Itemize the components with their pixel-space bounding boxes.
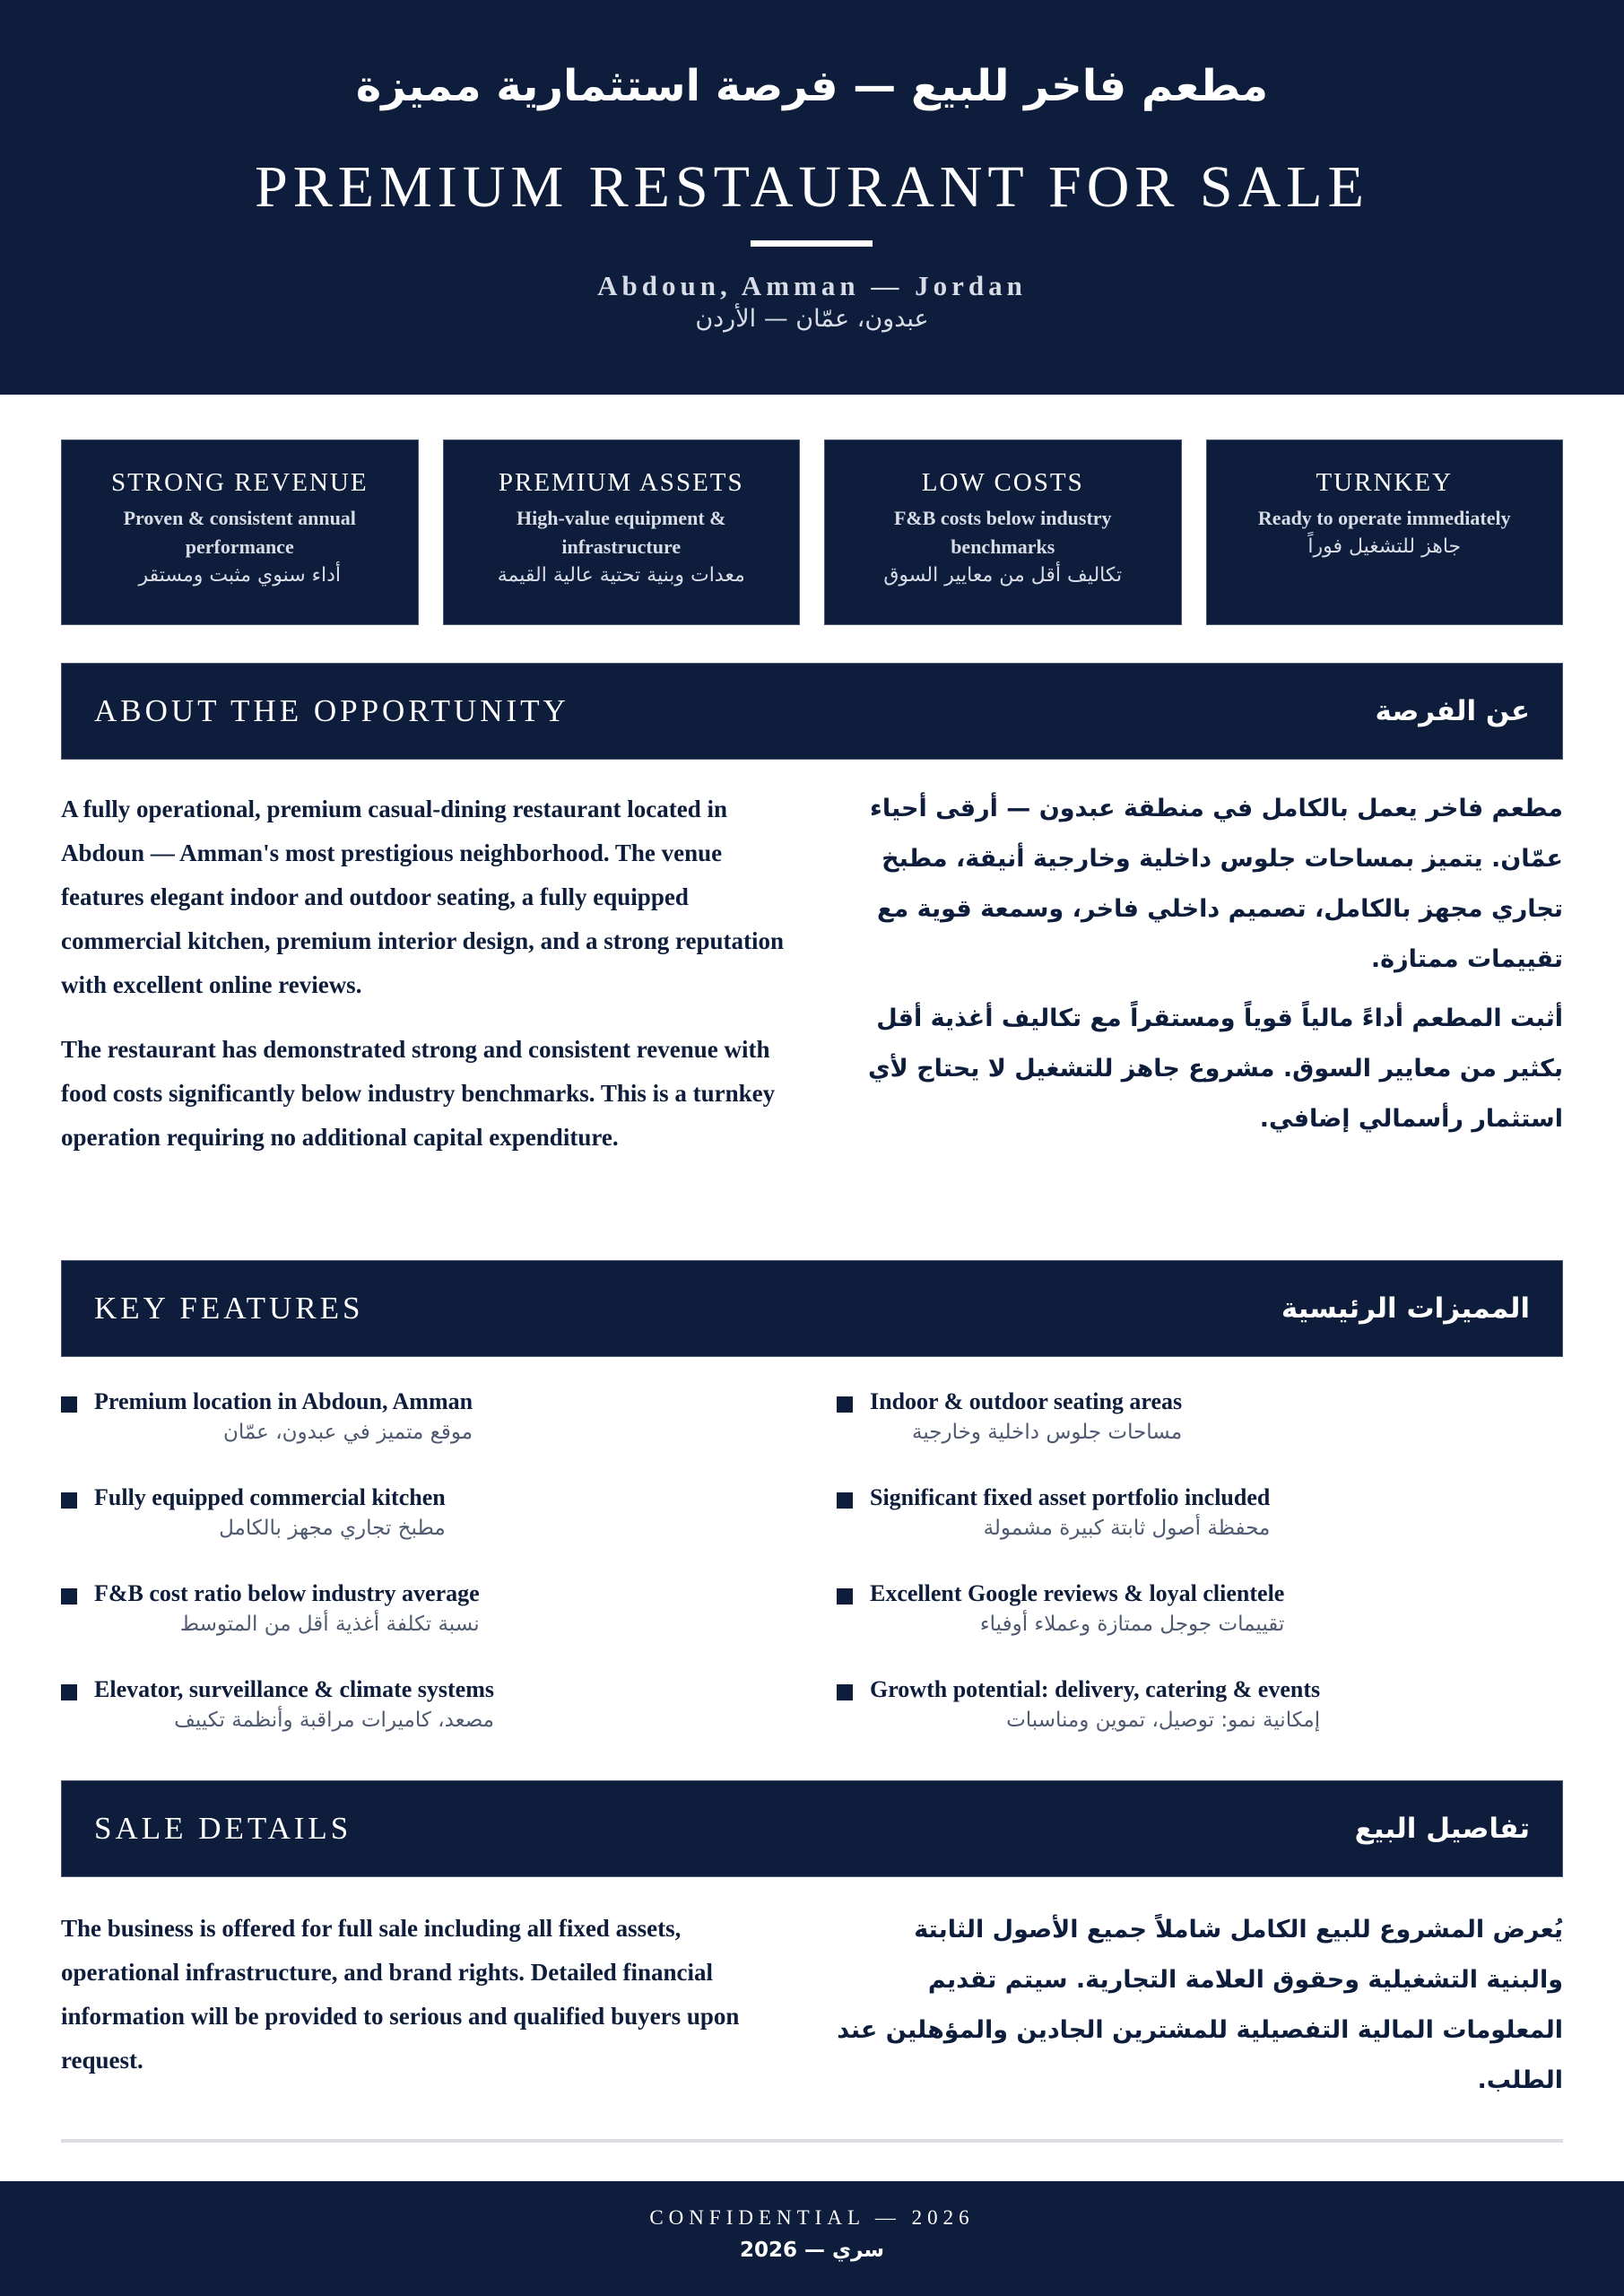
feature-item <box>837 1674 1563 1738</box>
highlight-card-assets <box>443 439 801 625</box>
card-title: STRONG REVENUE <box>110 468 369 497</box>
sale-text-arabic <box>834 1905 1563 2106</box>
feature-label: Indoor & outdoor seating areas <box>870 1388 1183 1414</box>
feature-item <box>61 1482 837 1546</box>
card-title: PREMIUM ASSETS <box>498 468 744 497</box>
square-bullet-icon <box>837 1684 853 1700</box>
feature-list <box>61 1386 1563 1738</box>
section-banner-sale <box>61 1780 1563 1877</box>
confidential-label: CONFIDENTIAL — 2026 <box>649 2206 975 2229</box>
feature-label-arabic: نسبة تكلفة أغذية أقل من المتوسط <box>179 1613 480 1636</box>
feature-label-arabic: مطبخ تجاري مجهز بالكامل <box>219 1517 446 1540</box>
feature-label: Premium location in Abdoun, Amman <box>94 1388 473 1414</box>
card-description-arabic: معدات وبنية تحتية عالية القيمة <box>497 563 745 587</box>
highlight-cards <box>61 439 1563 625</box>
feature-label: Excellent Google reviews & loyal clientele <box>870 1580 1285 1606</box>
highlight-card-turnkey <box>1206 439 1564 625</box>
paragraph: The business is offered for full sale including all fixed assets, operational infrastructure, and brand rights. Detailed financial information will be provided to serious and qualified buyers upon request. <box>61 1915 740 2074</box>
section-banner-features <box>61 1260 1563 1357</box>
feature-label: Elevator, surveillance & climate systems <box>94 1676 494 1702</box>
paragraph: A fully operational, premium casual-dining restaurant located in Abdoun — Amman's most prestigious neighborhood. The venue features elegant indoor and outdoor seating, a fully equipped commercial kitchen, premium interior design, and a strong reputation with excellent online reviews. <box>61 796 784 998</box>
square-bullet-icon <box>61 1684 77 1700</box>
hero-divider <box>751 240 873 247</box>
about-text-english <box>61 787 789 1160</box>
feature-item <box>837 1482 1563 1546</box>
footer <box>0 2181 1624 2296</box>
feature-item <box>61 1674 837 1738</box>
square-bullet-icon <box>837 1492 853 1509</box>
feature-label: F&B cost ratio below industry average <box>94 1580 480 1606</box>
feature-label: Fully equipped commercial kitchen <box>94 1484 446 1510</box>
hero-title: PREMIUM RESTAURANT FOR SALE <box>255 154 1369 220</box>
feature-label-arabic: مصعد، كاميرات مراقبة وأنظمة تكييف <box>174 1709 494 1732</box>
card-title: LOW COSTS <box>921 468 1084 497</box>
square-bullet-icon <box>61 1492 77 1509</box>
section-heading-arabic: تفاصيل البيع <box>1354 1813 1530 1845</box>
section-banner-about <box>61 663 1563 760</box>
feature-item <box>61 1578 837 1642</box>
card-description: Proven & consistent annual performance <box>123 506 356 558</box>
card-description-arabic: جاهز للتشغيل فوراً <box>1307 535 1462 558</box>
paragraph: The restaurant has demonstrated strong and consistent revenue with food costs significantly below industry benchmarks. This is a turnkey operation requiring no additional capital expenditure. <box>61 1036 776 1151</box>
feature-item <box>837 1578 1563 1642</box>
card-description: F&B costs below industry benchmarks <box>893 506 1112 558</box>
feature-label-arabic: إمكانية نمو: توصيل، تموين ومناسبات <box>1006 1709 1321 1732</box>
card-description-arabic: أداء سنوي مثبت ومستقر <box>138 563 342 587</box>
feature-label-arabic: موقع متميز في عبدون، عمّان <box>222 1421 473 1444</box>
sale-text-english <box>61 1907 789 2083</box>
feature-label: Growth potential: delivery, catering & events <box>870 1676 1321 1702</box>
highlight-card-revenue <box>61 439 419 625</box>
about-text-arabic <box>834 784 1563 1144</box>
section-heading: KEY FEATURES <box>94 1291 364 1326</box>
location-english: Abdoun, Amman — Jordan <box>597 270 1027 301</box>
feature-item <box>61 1386 837 1450</box>
section-heading-arabic: عن الفرصة <box>1375 695 1530 727</box>
card-description: High-value equipment & infrastructure <box>517 506 726 558</box>
card-title: TURNKEY <box>1316 468 1454 497</box>
feature-item <box>837 1386 1563 1450</box>
section-heading: ABOUT THE OPPORTUNITY <box>94 693 569 728</box>
card-description: Ready to operate immediately <box>1257 506 1511 529</box>
confidential-label-arabic: سري — 2026 <box>739 2239 885 2262</box>
paragraph-arabic: أثبت المطعم أداءً مالياً قوياً ومستقراً مع تكاليف أغذية أقل بكثير من معايير السوق. مشروع جاهز للتشغيل لا يحتاج لأي استثمار رأسمالي إضافي. <box>867 1004 1563 1133</box>
paragraph-arabic: مطعم فاخر يعمل بالكامل في منطقة عبدون — أرقى أحياء عمّان. يتميز بمساحات جلوس داخلية وخارجية أنيقة، مطبخ تجاري مجهز بالكامل، تصميم داخلي فاخر، وسمعة قوية مع تقييمات ممتازة. <box>870 795 1563 973</box>
card-description-arabic: تكاليف أقل من معايير السوق <box>883 563 1123 587</box>
feature-label: Significant fixed asset portfolio included <box>870 1484 1271 1510</box>
feature-label-arabic: محفظة أصول ثابتة كبيرة مشمولة <box>983 1517 1271 1540</box>
highlight-card-costs <box>824 439 1182 625</box>
section-heading: SALE DETAILS <box>94 1811 352 1846</box>
footer-divider <box>61 2139 1563 2143</box>
hero-title-arabic: مطعم فاخر للبيع — فرصة استثمارية مميزة <box>355 61 1269 111</box>
feature-label-arabic: مساحات جلوس داخلية وخارجية <box>912 1421 1183 1444</box>
location-arabic: عبدون، عمّان — الأردن <box>695 305 929 333</box>
section-heading-arabic: المميزات الرئيسية <box>1281 1292 1530 1325</box>
square-bullet-icon <box>837 1588 853 1605</box>
square-bullet-icon <box>837 1396 853 1413</box>
paragraph-arabic: يُعرض المشروع للبيع الكامل شاملاً جميع الأصول الثابتة والبنية التشغيلية وحقوق العلامة التجارية. سيتم تقديم المعلومات المالية التفصيلية للمشترين الجادين والمؤهلين عند الطلب. <box>837 1916 1563 2094</box>
square-bullet-icon <box>61 1396 77 1413</box>
square-bullet-icon <box>61 1588 77 1605</box>
hero-header <box>0 0 1624 395</box>
feature-label-arabic: تقييمات جوجل ممتازة وعملاء أوفياء <box>979 1613 1285 1636</box>
